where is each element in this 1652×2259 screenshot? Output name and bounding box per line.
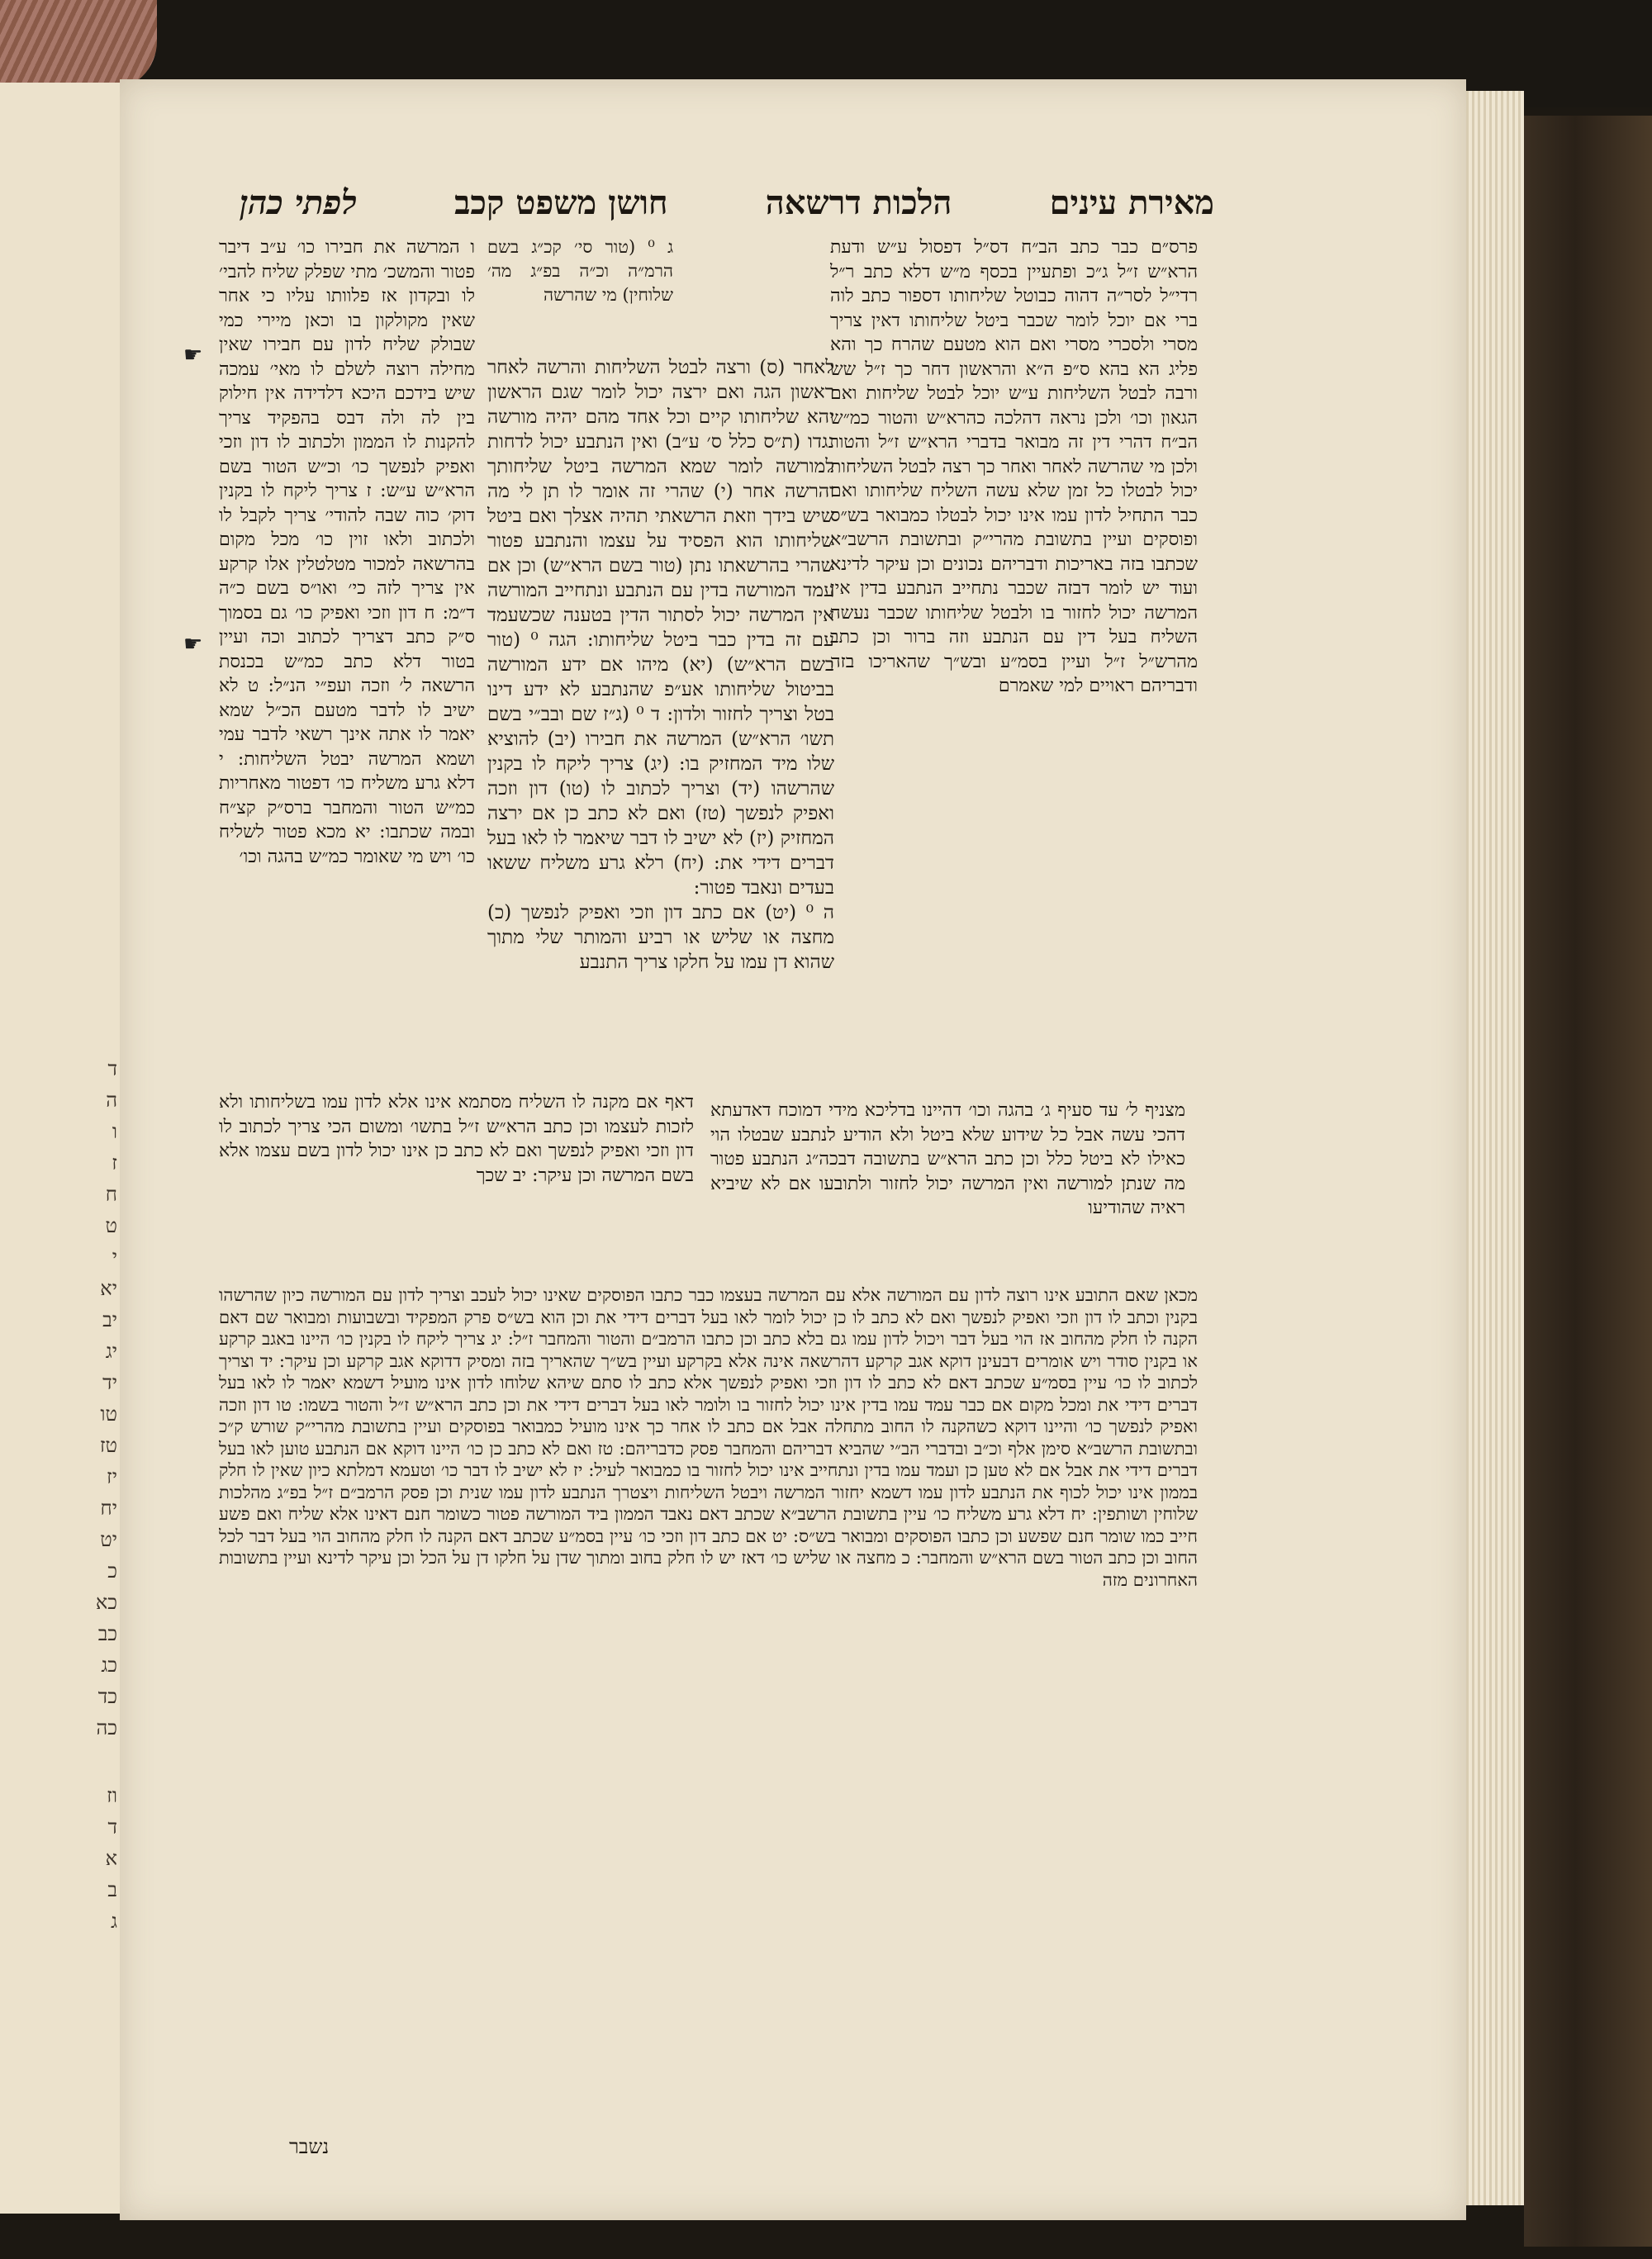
main-text-column: [487, 355, 834, 1074]
left-page-fragment: ח: [105, 1183, 117, 1206]
left-page-fragment: י: [112, 1246, 117, 1269]
left-page-fragment: כד: [97, 1685, 117, 1708]
left-page-fragment: ה: [106, 1089, 117, 1112]
page-edges: [1466, 91, 1524, 2205]
left-page-fragment: ב: [107, 1878, 117, 1901]
left-page-fragment: ו: [112, 1120, 117, 1143]
left-page-fragment: כ: [107, 1559, 117, 1583]
commentary-right-text: פרס״ם כבר כתב הב״ח דס״ל דפסול ע״ש ודעת הרא״ש ז״ל ג״כ ופתעיין בכסף מ״ש דלא כתב ר״ל רדי״ל לסר״ה דהוה כבוטל שליחותו דספור כתב לוה ברי אם יוכל לומר שכבר ביטל שליחותו דאין צריך מסרי ולסכרי מסרי ואם הוא מטעם שהרח כך והא פליג הא בהא ס״פ ה״א והראשון דחר כך ז״ל שש ורבה לבטל השליחות ע״ש יוכל לבטל שליחות ואם הגאון וכו׳ ולכן נראה דהלכה כהרא״ש והטור כמ״ש הב״ח דהרי דין זה מבואר בדברי הרא״ש ז״ל והטור ולכן מי שהרשה לאחר ואחר כך רצה לבטל השליחות יכול לבטלו כל זמן שלא עשה השליח שליחותו ואם כבר התחיל לדון עמו אינו יכול לבטלו כמבואר בש״ס ופוסקים ועיין בתשובת מהרי״ק ובתשובת הרשב״א שכתבו בזה באריכות ודבריהם נכונים וכן עיקר לדינא ועוד יש לומר דבזה שכבר נתחייב הנתבע בדין אין המרשה יכול לחזור בו ולבטל שליחותו שכבר נעשה השליח בעל דין עם הנתבע וזה ברור וכן כתב מהרש״ל ז״ל ועיין בסמ״ע ובש״ך שהאריכו בזה ודבריהם ראויים למי שאמרם: [830, 237, 1198, 696]
commentary-left-text: ו המרשה את חבירו כו׳ ע״ב דיבר פטור והמשכ׳ מתי שפלק שליח להבי׳ לו ובקדון אז פלוותו עליו כי אחר שאין מקולקון בו וכאן מיירי כמי שבולק שליח לדון עם חבירו שאין מחילה רוצה לשלם לו מאי׳ עמכה שיש בידכם היכא דלדידה אין חילוק בין לה ולה דבס בהפקיד צריך להקנות לו הממון ולכתוב לו דון וזכי ואפיק לנפשך כו׳ וכ״ש הטור בשם הרא״ש ע״ש: ז צריך ליקח לו בקנין דוק׳ כוה שבה להודי׳ צריך לקבל לו ולכתוב ולאו זוין כו׳ מכל מקום בהרשאה למכור מטלטלין אלו קרקע אין צריך לזה כי׳ ואו״ס בשם כ״ה ד״מ: ח דון וזכי ואפיק כו׳ גם בסמוך ס״ק כתב דצריך לכתוב וכה ועיין בטור דלא כתב כמ״ש בכנסת הרשאה ל׳ וזכה ועפ״י הנ״ל: ט לא ישיב לו לדבר מטעם הכ״ל שמא יאמר לו אתה אינך רשאי לדבר עמי ושמא המרשה יבטל השליחות: י דלא גרע משליח כו׳ דפטור מאחריות כמ״ש הטור והמחבר ברס״ק קצ״ח ובמה שכתבו: יא מכא פטור לשליח כו׳ ויש מי שאומר כמ״ש בהגה וכו׳: [219, 237, 475, 867]
left-page-fragment: כה: [96, 1716, 117, 1739]
main-text-body-he: ה ⁰ (יט) אם כתב דון וזכי ואפיק לנפשך (כ) מחצה או שליש או רביע והמותר שלי מתוך שהוא דן עמו על חלקו צריך התנבע: [487, 902, 834, 973]
header-middle-title: חושן משפט קכב: [454, 183, 668, 222]
main-text-heading: [487, 235, 673, 351]
left-page-fragment: יט: [100, 1528, 117, 1551]
left-page-fragment: טז: [99, 1434, 117, 1457]
catchword: נשבר: [289, 2135, 330, 2158]
left-page-fragment: ז: [112, 1151, 117, 1175]
main-text-body: לאחר (ס) ורצה לבטל השליחות והרשה לאחר ראשון הגה ואם ירצה יכול לומר שגם הראשון יהא שליחותו קיים וכל אחד מהם יהיה מורשה נגדו (ת״ס כלל ס׳ ע״ב) ואין הנתבע יכול לדחות למורשה לומר שמא המרשה ביטל שליחותך והרשה אחר (י) שהרי זה אומר לו תן לי מה שיש בידך וזאת הרשאתי תהיה אצלך ואם ביטל שליחותו הוא הפסיד על עצמו והנתבע פטור שהרי בהרשאתו נתן (טור בשם הרא״ש) וכן אם עמד המורשה בדין עם הנתבע ונתחייב המורשה אין המרשה יכול לסתור הדין בטענה שכשעמד עם זה בדין כבר ביטל שליחותו: הגה ⁰ (טור בשם הרא״ש) (יא) מיהו אם ידע המורשה בביטול שליחותו אע״פ שהנתבע לא ידע דינו בטל וצריך לחזור ולדון: ד ⁰ (ג״ז שם ובב״י בשם תשו׳ הרא״ש) המרשה את חבירו (יב) להוציא שלו מיד המחזיק בו: (יג) צריך ליקח לו בקנין שהרשהו (יד) וצריך לכתוב לו (טו) דון וזכה ואפיק לנפשך (טז) ואם לא כתב כן אם ירצה המחזיק (יז) לא ישיב לו דבר שיאמר לו לאו בעל דברים דידי את: (יח) רלא גרע משליח ששאו בעדים ונאבד פטור:: [487, 357, 834, 899]
commentary-lower-right: [710, 1099, 1185, 1264]
left-page-fragment: כא: [95, 1591, 117, 1614]
header-center-title: הלכות דרשאה: [765, 183, 952, 222]
left-page-fragment: ד: [107, 1815, 117, 1839]
margin-hand-mark: ☛: [183, 632, 203, 657]
bookmark-ribbon: [0, 0, 157, 91]
left-page-fragment: ט: [105, 1214, 117, 1237]
commentary-bottom-block: [219, 1284, 1198, 2110]
left-page-fragment: כג: [101, 1654, 117, 1677]
left-page-fragment: וז: [107, 1784, 117, 1807]
left-page-fragment: יד: [102, 1371, 117, 1394]
running-head: [240, 178, 1214, 227]
commentary-lower-left: [219, 1090, 694, 1276]
left-page-fragment: ג: [111, 1910, 117, 1933]
main-text-heading-line: ג ⁰ (טור סי׳ קכ״ג בשם הרמ״ה וכ״ה בפ״ג מה׳ שלוחין) מי שהרשה: [487, 237, 673, 305]
left-page-fragment: כב: [97, 1622, 117, 1645]
left-page: [0, 83, 126, 2214]
left-page-fragment: יא: [100, 1277, 117, 1300]
header-left-title: מאירת עינים: [1049, 183, 1214, 222]
left-page-fragment: טו: [100, 1402, 117, 1426]
commentary-lower-left-text: דאף אם מקנה לו השליח מסתמא אינו אלא לדון עמו בשליחותו ולא לזכות לעצמו וכן כתב הרא״ש ז״ל בתשו׳ ומשום הכי צריך לכתוב לו דון וזכי ואפיק לנפשך ואם לא כתב כן אינו יכול לדון בשם עצמו אלא בשם המרשה וכן עיקר: יב שכך: [219, 1092, 694, 1186]
left-page-fragment: יז: [107, 1465, 117, 1488]
left-page-fragment: ד: [107, 1057, 117, 1080]
margin-hand-mark: ☛: [183, 343, 203, 368]
left-page-fragment: יב: [102, 1308, 117, 1331]
commentary-lower-right-text: מצניף ל׳ עד סעיף ג׳ בהגה וכו׳ דהיינו בדליכא מידי דמוכח דאדעתא דהכי עשה אבל כל שידוע שלא ביטל ולא הודיע לנתבע שבטלו הוי כאילו לא ביטל כלל וכן כתב הרא״ש בתשובה דבכה״ג הנתבע פטור מה שנתן למורשה ואין המרשה יכול לחזור ולתובעו אם לא שיביא ראיה שהודיעו: [710, 1100, 1185, 1218]
left-page-fragment: א: [105, 1847, 117, 1870]
header-right-title: לפתי כהן: [240, 183, 358, 222]
commentary-bottom-text: מכאן שאם התובע אינו רוצה לדון עם המורשה אלא עם המרשה בעצמו כבר כתבו הפוסקים שאינו יכול לעכב וצריך לדון עם המורשה כיון שהרשהו בקנין וכתב לו דון וזכי ואפיק לנפשך ואם לא כתב לו כן יכול לומר לאו בעל דברים דידי את וכן הוא בש״ס פרק המפקיד ובשבועות ומבואר שם דאם הקנה לו חלק מהחוב אז הוי בעל דבר ויכול לדון עמו גם בלא כתב וכן כתבו הרמב״ם והטור והמחבר ז״ל: יג צריך ליקח לו בקנין כו׳ היינו באגב קרקע או בקנין סודר ויש אומרים דבעינן דוקא אגב קרקע דהרשאה אינה אלא בקרקע ועיין בש״ך שהאריך בזה ומסיק דדוקא אגב קרקע וכן עיקר: יד וצריך לכתוב לו כו׳ עיין בסמ״ע שכתב דאם לא כתב לו דון וזכי ואפיק לנפשך אלא כתב לו סתם שיהא שלוחו לדון אינו מועיל דשמא יאמר לו לאו בעל דברים דידי את ומכל מקום אם כבר עמד עמו בדין אינו יכול לחזור בו ולומר לאו בעל דברים דידי את וכן כתב הרא״ש ז״ל והטור בשמו: טו דון וזכה ואפיק לנפשך כו׳ והיינו דוקא כשהקנה לו החוב מתחלה אבל אם כתב לו אחר כך אינו מועיל כמבואר בפוסקים ועיין בתשובת מהרי״ק שורש ק״כ ובתשובת הרשב״א סימן אלף וכ״ב ובדברי הב״י שהביא דבריהם והמחבר פסק כדבריהם: טז ואם לא כתב כן כו׳ היינו דוקא אם הנתבע טוען לאו בעל דברים דידי את אבל אם לא טען כן ועמד עמו בדין ונתחייב אינו יכול לחזור בו כמבואר לעיל: יז לא ישיב לו דבר כו׳ וטעמא דמלתא כיון שאין לו חלק בממון אינו יכול לכוף את הנתבע לדון עמו דשמא יחזור המרשה ויבטל השליחות ויצטרך הנתבע לדון עמו שנית וכן פסק הרמב״ם ז״ל בפ״ג מהלכות שלוחין ושותפין: יח דלא גרע משליח כו׳ עיין בתשובת הרשב״א שכתב דאם נאבד הממון ביד המורשה פטור כשומר חנם דאינו אלא שליח ואם פשע חייב כמו שומר חנם שפשע וכן כתבו הפוסקים ומבואר בש״ס: יט אם כתב דון וזכי כו׳ עיין בסמ״ע שכתב דאם הקנה לו חלק מהחוב הוי בעל דבר לכל החוב וכן כתב הטור בשם הרא״ש והמחבר: כ מחצה או שליש כו׳ דאז יש לו חלק בחוב ומתוך שדן על חלקו דן על הכל וכן עיקר לדינא ועיין בתשובות האחרונים מזה: [219, 1285, 1198, 1590]
left-page-fragment: יח: [100, 1497, 117, 1520]
left-page-fragment: יג: [105, 1340, 117, 1363]
book-cover: [1524, 116, 1652, 2247]
